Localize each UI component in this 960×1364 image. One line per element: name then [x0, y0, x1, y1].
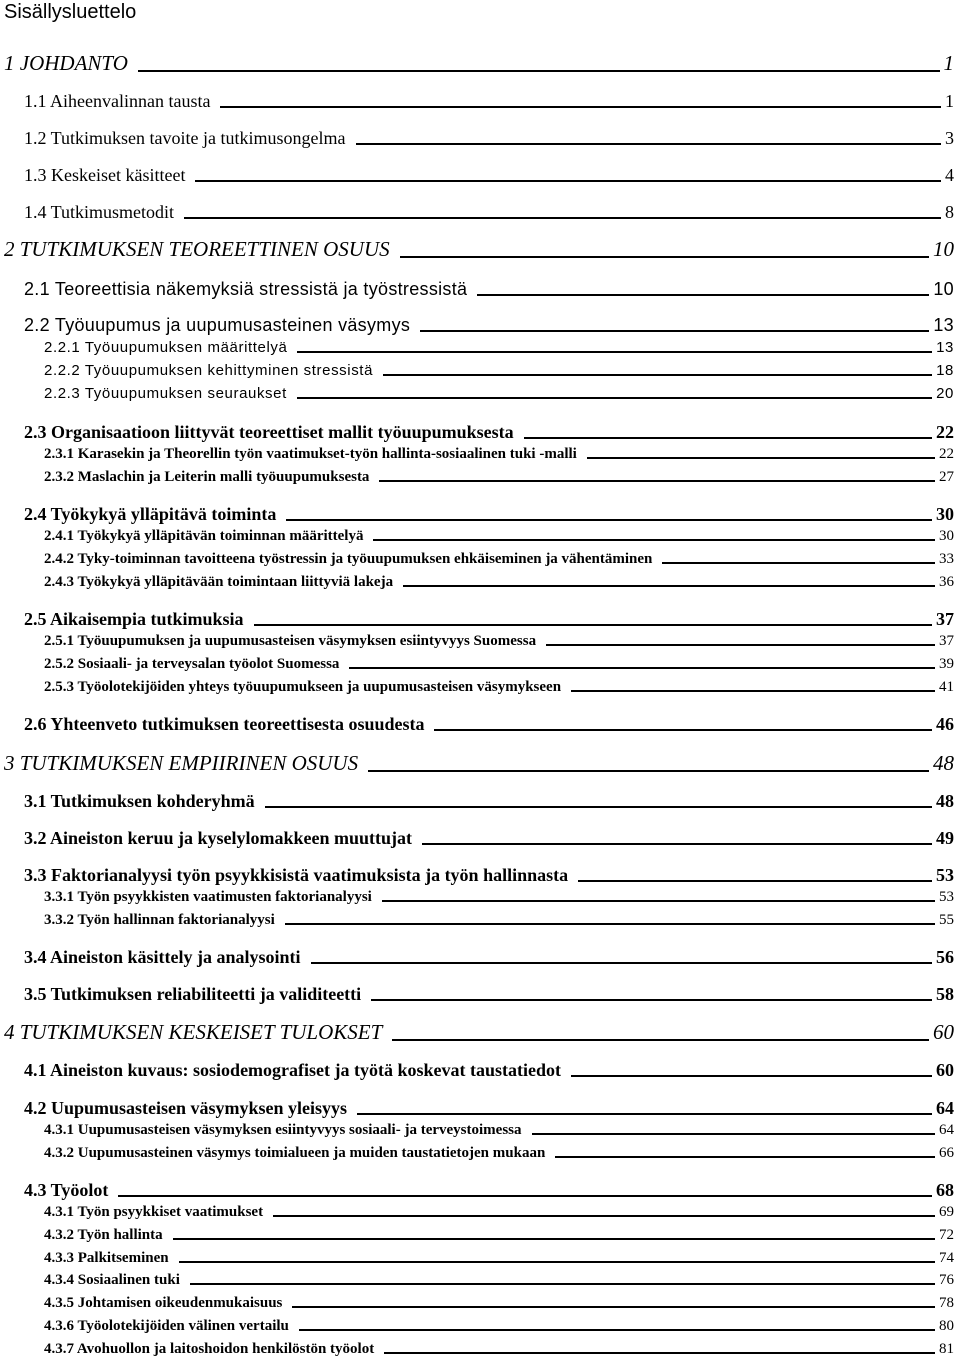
toc-entry-page: 41 — [939, 679, 954, 695]
leader-line — [384, 1352, 935, 1354]
leader-line — [254, 624, 932, 626]
leader-line — [299, 1329, 935, 1331]
toc-entry-title: 4.3.3 Palkitseminen — [44, 1250, 169, 1266]
toc-entry-title: 4.3.4 Sosiaalinen tuki — [44, 1272, 180, 1288]
toc-entry — [44, 1340, 954, 1358]
toc-entry-title: 4.3.1 Uupumusasteisen väsymyksen esiintyvyys sosiaali- ja terveystoimessa — [44, 1122, 522, 1138]
page-title: Sisällysluettelo — [4, 1, 137, 23]
toc-entry-page: 64 — [939, 1122, 954, 1138]
leader-line — [546, 644, 935, 646]
toc-entry-page: 48 — [936, 791, 954, 811]
toc-entry — [44, 385, 954, 403]
toc-entry — [44, 1121, 954, 1139]
toc-entry — [24, 1059, 954, 1081]
toc-entry-title: 2.2.1 Työuupumuksen määrittelyä — [44, 339, 288, 356]
toc-entry-title: 4.3.1 Työn psyykkiset vaatimukset — [44, 1204, 264, 1220]
toc-entry-page: 68 — [936, 1180, 954, 1200]
toc-entry — [24, 1179, 954, 1201]
toc-entry — [44, 468, 954, 486]
toc-entry-page: 4 — [945, 165, 954, 185]
toc-entry — [24, 827, 954, 849]
toc-entry-page: 76 — [939, 1272, 954, 1288]
toc-entry — [44, 527, 954, 545]
leader-line — [220, 106, 941, 108]
toc-entry-title: 2.3.1 Karasekin ja Theorellin työn vaatimukset-työn hallinta-sosiaalinen tuki -malli — [44, 446, 577, 462]
toc-entry-page: 13 — [936, 339, 954, 356]
leader-line — [532, 1133, 935, 1135]
toc-entry-title: 4.1 Aineiston kuvaus: sosiodemografiset ja työtä koskevat taustatiedot — [24, 1060, 562, 1080]
leader-line — [357, 1113, 932, 1115]
leader-line — [524, 437, 932, 439]
toc-entry-page: 3 — [945, 128, 954, 148]
toc-entry-title: 3.5 Tutkimuksen reliabiliteetti ja validiteetti — [24, 984, 362, 1004]
toc-entry-title: 2 TUTKIMUKSEN TEOREETTINEN OSUUS — [4, 237, 390, 261]
toc-entry-page: 8 — [945, 202, 954, 222]
toc-entry-title: 2.2 Työuupumus ja uupumusasteinen väsymys — [24, 315, 411, 335]
toc-entry-title: 3 TUTKIMUKSEN EMPIIRINEN OSUUS — [4, 751, 359, 775]
toc-entry — [24, 127, 954, 149]
leader-line — [587, 457, 935, 459]
toc-entry — [44, 1249, 954, 1267]
toc-entry-page: 10 — [933, 279, 954, 299]
toc-entry — [44, 339, 954, 357]
toc-entry — [44, 655, 954, 673]
leader-line — [184, 217, 941, 219]
toc-entry-page: 60 — [936, 1060, 954, 1080]
toc-entry-page: 39 — [939, 656, 954, 672]
toc-entry — [24, 278, 954, 300]
toc-entry-title: 3.1 Tutkimuksen kohderyhmä — [24, 791, 255, 811]
leader-line — [190, 1283, 935, 1285]
toc-entry — [4, 236, 954, 262]
leader-line — [422, 843, 932, 845]
toc-entry — [44, 445, 954, 463]
toc-entry-page: 37 — [939, 633, 954, 649]
toc-entry — [44, 911, 954, 929]
toc-entry-title: 4.3.5 Johtamisen oikeudenmukaisuus — [44, 1295, 283, 1311]
toc-entry — [24, 864, 954, 886]
toc-entry-title: 2.6 Yhteenveto tutkimuksen teoreettisesta osuudesta — [24, 714, 425, 734]
toc-entry-page: 30 — [939, 528, 954, 544]
leader-line — [356, 143, 942, 145]
toc-entry-title: 4.3.7 Avohuollon ja laitoshoidon henkilöstön työolot — [44, 1341, 375, 1357]
leader-line — [179, 1261, 935, 1263]
toc-entry-title: 2.4.2 Tyky-toiminnan tavoitteena työstressin ja työuupumuksen ehkäiseminen ja vähentäminen — [44, 551, 653, 567]
toc-entry — [44, 1144, 954, 1162]
toc-entry — [24, 713, 954, 735]
leader-line — [392, 1039, 929, 1041]
toc-entry-page: 74 — [939, 1250, 954, 1266]
toc-entry-page: 36 — [939, 574, 954, 590]
toc-entry-title: 2.4.3 Työkykyä ylläpitävään toimintaan liittyviä lakeja — [44, 574, 394, 590]
toc-entry — [24, 503, 954, 525]
toc-entry-page: 49 — [936, 828, 954, 848]
toc-entry-title: 2.3.2 Maslachin ja Leiterin malli työuupumuksesta — [44, 469, 370, 485]
toc-entry — [44, 1317, 954, 1335]
toc-entry — [24, 608, 954, 630]
toc-entry-title: 2.5.3 Työolotekijöiden yhteys työuupumukseen ja uupumusasteisen väsymykseen — [44, 679, 562, 695]
toc-entry-page: 27 — [939, 469, 954, 485]
toc-entry-title: 4.2 Uupumusasteisen väsymyksen yleisyys — [24, 1098, 348, 1118]
toc-entry-page: 37 — [936, 609, 954, 629]
toc-entry — [44, 573, 954, 591]
toc-entry-title: 1.1 Aiheenvalinnan tausta — [24, 91, 211, 111]
toc-entry-page: 78 — [939, 1295, 954, 1311]
toc-entry-page: 22 — [936, 422, 954, 442]
toc-entry-page: 64 — [936, 1098, 954, 1118]
leader-line — [297, 397, 932, 399]
toc-entry-page: 1 — [945, 91, 954, 111]
leader-line — [571, 690, 935, 692]
leader-line — [311, 962, 932, 964]
toc-entry-page: 1 — [943, 51, 954, 75]
toc-entry-page: 53 — [936, 865, 954, 885]
leader-line — [571, 1075, 932, 1077]
toc-entry-title: 3.2 Aineiston keruu ja kyselylomakkeen muuttujat — [24, 828, 413, 848]
leader-line — [382, 900, 935, 902]
leader-line — [286, 519, 932, 521]
leader-line — [349, 667, 935, 669]
leader-line — [173, 1238, 935, 1240]
toc-entry-title: 4.3.2 Uupumusasteinen väsymys toimialueen ja muiden taustatietojen mukaan — [44, 1145, 546, 1161]
toc-entry-title: 1 JOHDANTO — [4, 51, 128, 75]
toc-entry-title: 4.3.6 Työolotekijöiden välinen vertailu — [44, 1318, 289, 1334]
toc-entry-title: 4.3 Työolot — [24, 1180, 109, 1200]
toc-entry — [4, 1019, 954, 1045]
toc-entry — [24, 201, 954, 223]
leader-line — [195, 180, 941, 182]
toc-entry-page: 46 — [936, 714, 954, 734]
toc-entry-title: 2.4.1 Työkykyä ylläpitävän toiminnan määrittelyä — [44, 528, 364, 544]
toc-entry-page: 18 — [936, 362, 954, 379]
leader-line — [297, 351, 932, 353]
toc-entry-page: 13 — [933, 315, 954, 335]
toc-entry — [44, 678, 954, 696]
leader-line — [371, 999, 932, 1001]
toc-entry — [24, 946, 954, 968]
toc-entry — [24, 164, 954, 186]
toc-entry — [4, 50, 954, 76]
leader-line — [400, 256, 929, 258]
leader-line — [118, 1195, 932, 1197]
toc-entry — [44, 632, 954, 650]
toc-entry-page: 20 — [936, 385, 954, 402]
toc-entry — [44, 362, 954, 380]
toc-entry-title: 1.3 Keskeiset käsitteet — [24, 165, 186, 185]
toc-entry-page: 55 — [939, 912, 954, 928]
toc-entry-title: 2.2.2 Työuupumuksen kehittyminen stressistä — [44, 362, 374, 379]
leader-line — [138, 70, 940, 72]
leader-line — [477, 294, 929, 296]
toc-entry-page: 72 — [939, 1227, 954, 1243]
toc-entry-page: 53 — [939, 889, 954, 905]
toc-entry-page: 60 — [933, 1020, 954, 1044]
toc-entry-title: 3.3.1 Työn psyykkisten vaatimusten faktorianalyysi — [44, 889, 372, 905]
toc-entry-title: 2.5 Aikaisempia tutkimuksia — [24, 609, 244, 629]
toc-entry-title: 1.2 Tutkimuksen tavoite ja tutkimusongelma — [24, 128, 346, 148]
toc-entry-page: 22 — [939, 446, 954, 462]
toc-entry — [44, 1271, 954, 1289]
toc-entry-title: 2.2.3 Työuupumuksen seuraukset — [44, 385, 287, 402]
toc-entry-page: 69 — [939, 1204, 954, 1220]
toc-entry-page: 56 — [936, 947, 954, 967]
leader-line — [379, 480, 935, 482]
toc-entry — [44, 550, 954, 568]
leader-line — [273, 1215, 935, 1217]
toc-entry-page: 58 — [936, 984, 954, 1004]
toc-entry — [44, 888, 954, 906]
leader-line — [662, 562, 935, 564]
toc-entry-page: 30 — [936, 504, 954, 524]
leader-line — [285, 923, 935, 925]
leader-line — [434, 729, 932, 731]
toc-entry-title: 3.4 Aineiston käsittely ja analysointi — [24, 947, 301, 967]
toc-entry — [24, 90, 954, 112]
toc-entry-title: 3.3 Faktorianalyysi työn psyykkisistä vaatimuksista ja työn hallinnasta — [24, 865, 569, 885]
leader-line — [420, 330, 929, 332]
toc-entry-title: 3.3.2 Työn hallinnan faktorianalyysi — [44, 912, 275, 928]
toc-entry-title: 2.5.1 Työuupumuksen ja uupumusasteisen väsymyksen esiintyvyys Suomessa — [44, 633, 537, 649]
toc-entry-page: 10 — [933, 237, 954, 261]
toc-entry-title: 2.3 Organisaatioon liittyvät teoreettiset mallit työuupumuksesta — [24, 422, 514, 442]
leader-line — [265, 806, 932, 808]
toc-entry-page: 80 — [939, 1318, 954, 1334]
toc-entry — [24, 314, 954, 336]
toc-entry — [44, 1226, 954, 1244]
leader-line — [403, 585, 935, 587]
toc-entry-title: 2.5.2 Sosiaali- ja terveysalan työolot Suomessa — [44, 656, 340, 672]
toc-entry-title: 1.4 Tutkimusmetodit — [24, 202, 175, 222]
toc-entry — [24, 1097, 954, 1119]
toc-entry-title: 2.4 Työkykyä ylläpitävä toiminta — [24, 504, 277, 524]
toc-entry-title: 4.3.2 Työn hallinta — [44, 1227, 163, 1243]
toc-entry-title: 2.1 Teoreettisia näkemyksiä stressistä ja työstressistä — [24, 279, 468, 299]
leader-line — [292, 1306, 935, 1308]
toc-entry-page: 81 — [939, 1341, 954, 1357]
leader-line — [555, 1156, 935, 1158]
toc-entry — [24, 421, 954, 443]
leader-line — [383, 374, 932, 376]
toc-entry — [24, 790, 954, 812]
toc-entry-title: 4 TUTKIMUKSEN KESKEISET TULOKSET — [4, 1020, 383, 1044]
toc-entry — [24, 983, 954, 1005]
leader-line — [578, 880, 932, 882]
toc-entry-page: 48 — [933, 751, 954, 775]
toc-entry — [44, 1294, 954, 1312]
toc-entry — [44, 1203, 954, 1221]
toc-entry-page: 66 — [939, 1145, 954, 1161]
leader-line — [368, 770, 929, 772]
leader-line — [373, 539, 935, 541]
toc-entry-page: 33 — [939, 551, 954, 567]
toc-entry — [4, 750, 954, 776]
